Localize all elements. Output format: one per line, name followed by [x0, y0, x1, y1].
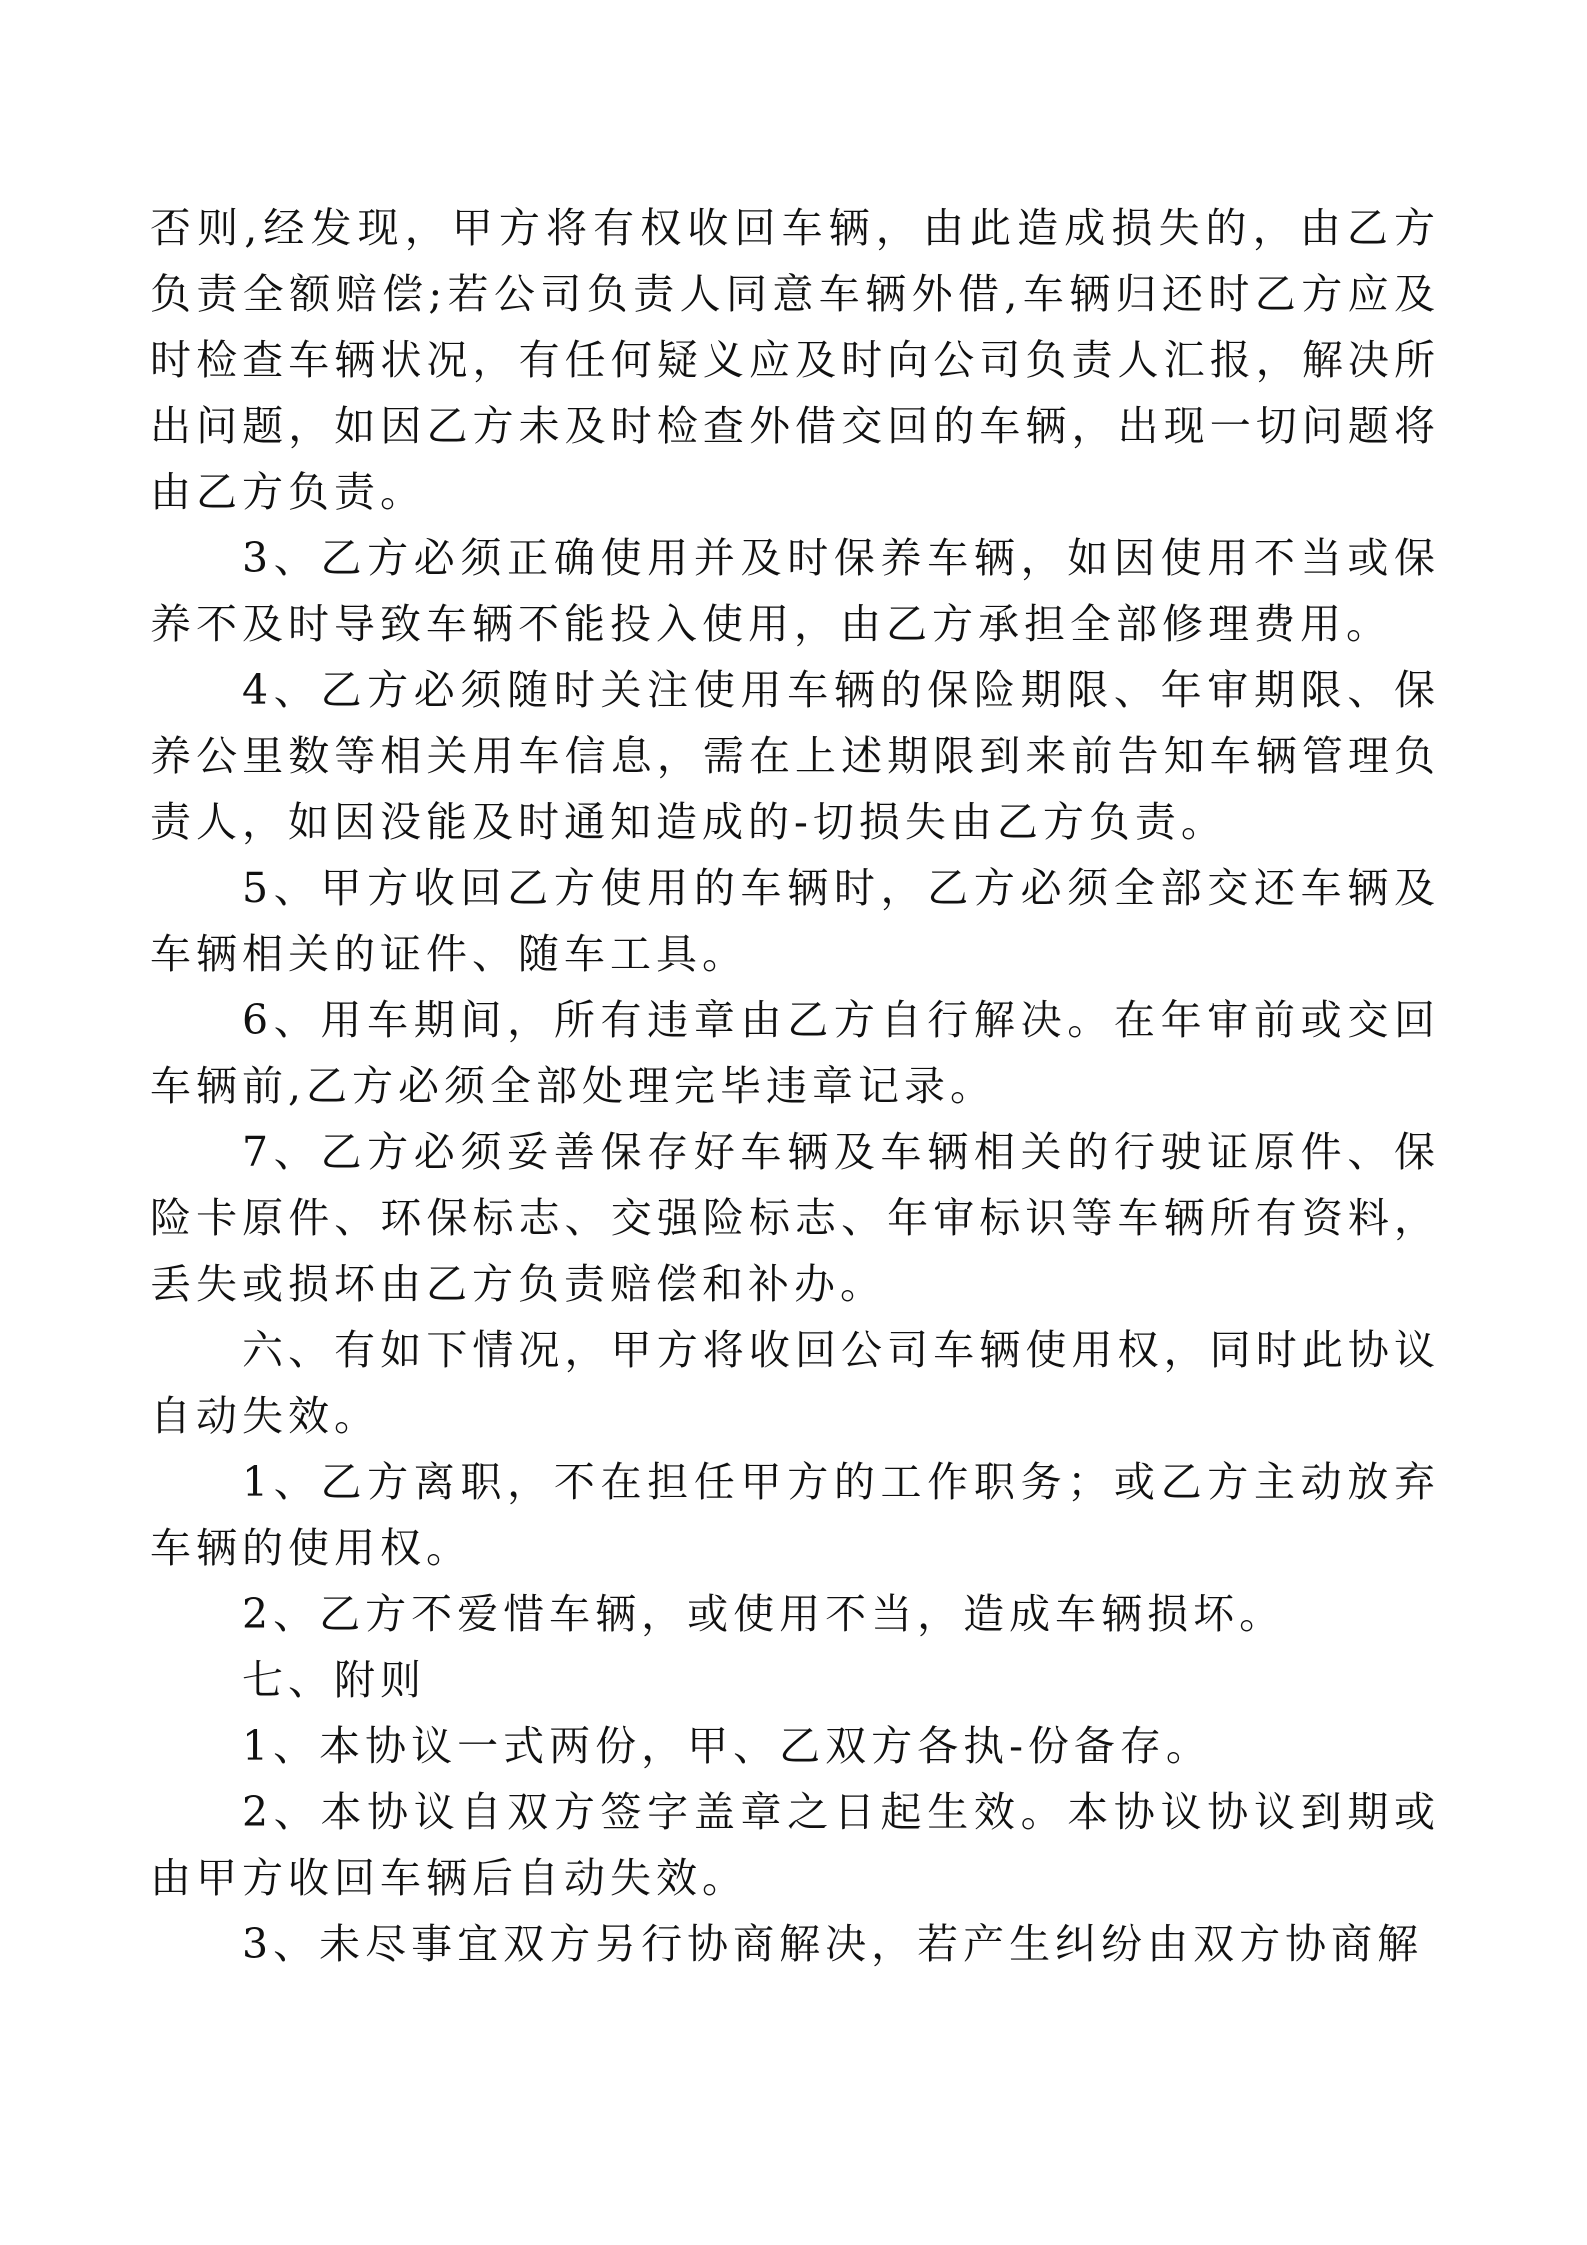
- paragraph-six-item-1: 1、乙方离职，不在担任甲方的工作职务；或乙方主动放弃车辆的使用权。: [150, 1458, 1440, 1572]
- paragraph-seven-item-2: 2、本协议自双方签字盖章之日起生效。本协议协议到期或由甲方收回车辆后自动失效。: [150, 1788, 1440, 1902]
- paragraph-seven-item-3: 3、未尽事宜双方另行协商解决，若产生纠纷由双方协商解: [242, 1920, 1424, 1968]
- paragraph-item-7-documents: 7、乙方必须妥善保存好车辆及车辆相关的行驶证原件、保险卡原件、环保标志、交强险标志、年审标识等车辆所有资料，丢失或损坏由乙方负责赔偿和补办。: [150, 1128, 1440, 1308]
- paragraph-item-5-return: 5、甲方收回乙方使用的车辆时，乙方必须全部交还车辆及车辆相关的证件、随车工具。: [150, 864, 1440, 978]
- paragraph-item-6-violations: 6、用车期间，所有违章由乙方自行解决。在年审前或交回车辆前,乙方必须全部处理完毕违章记录。: [150, 996, 1440, 1110]
- section-seven-heading: 七、附则: [242, 1656, 426, 1704]
- paragraph-item-3-maintenance: 3、乙方必须正确使用并及时保养车辆，如因使用不当或保养不及时导致车辆不能投入使用，由乙方承担全部修理费用。: [150, 534, 1440, 648]
- paragraph-continuation: 否则,经发现，甲方将有权收回车辆，由此造成损失的，由乙方负责全额赔偿;若公司负责人同意车辆外借,车辆归还时乙方应及时检查车辆状况，有任何疑义应及时向公司负责人汇报，解决所出问题，如因乙方未及时检查外借交回的车辆，出现一切问题将由乙方负责。: [150, 204, 1440, 516]
- paragraph-item-4-insurance: 4、乙方必须随时关注使用车辆的保险期限、年审期限、保养公里数等相关用车信息，需在上述期限到来前告知车辆管理负责人，如因没能及时通知造成的-切损失由乙方负责。: [150, 666, 1440, 846]
- document-body: [150, 195, 1440, 1977]
- section-six-heading: 六、有如下情况，甲方将收回公司车辆使用权，同时此协议自动失效。: [150, 1326, 1440, 1440]
- paragraph-six-item-2: 2、乙方不爱惜车辆，或使用不当，造成车辆损坏。: [242, 1590, 1286, 1638]
- paragraph-seven-item-1: 1、本协议一式两份，甲、乙双方各执-份备存。: [242, 1722, 1212, 1770]
